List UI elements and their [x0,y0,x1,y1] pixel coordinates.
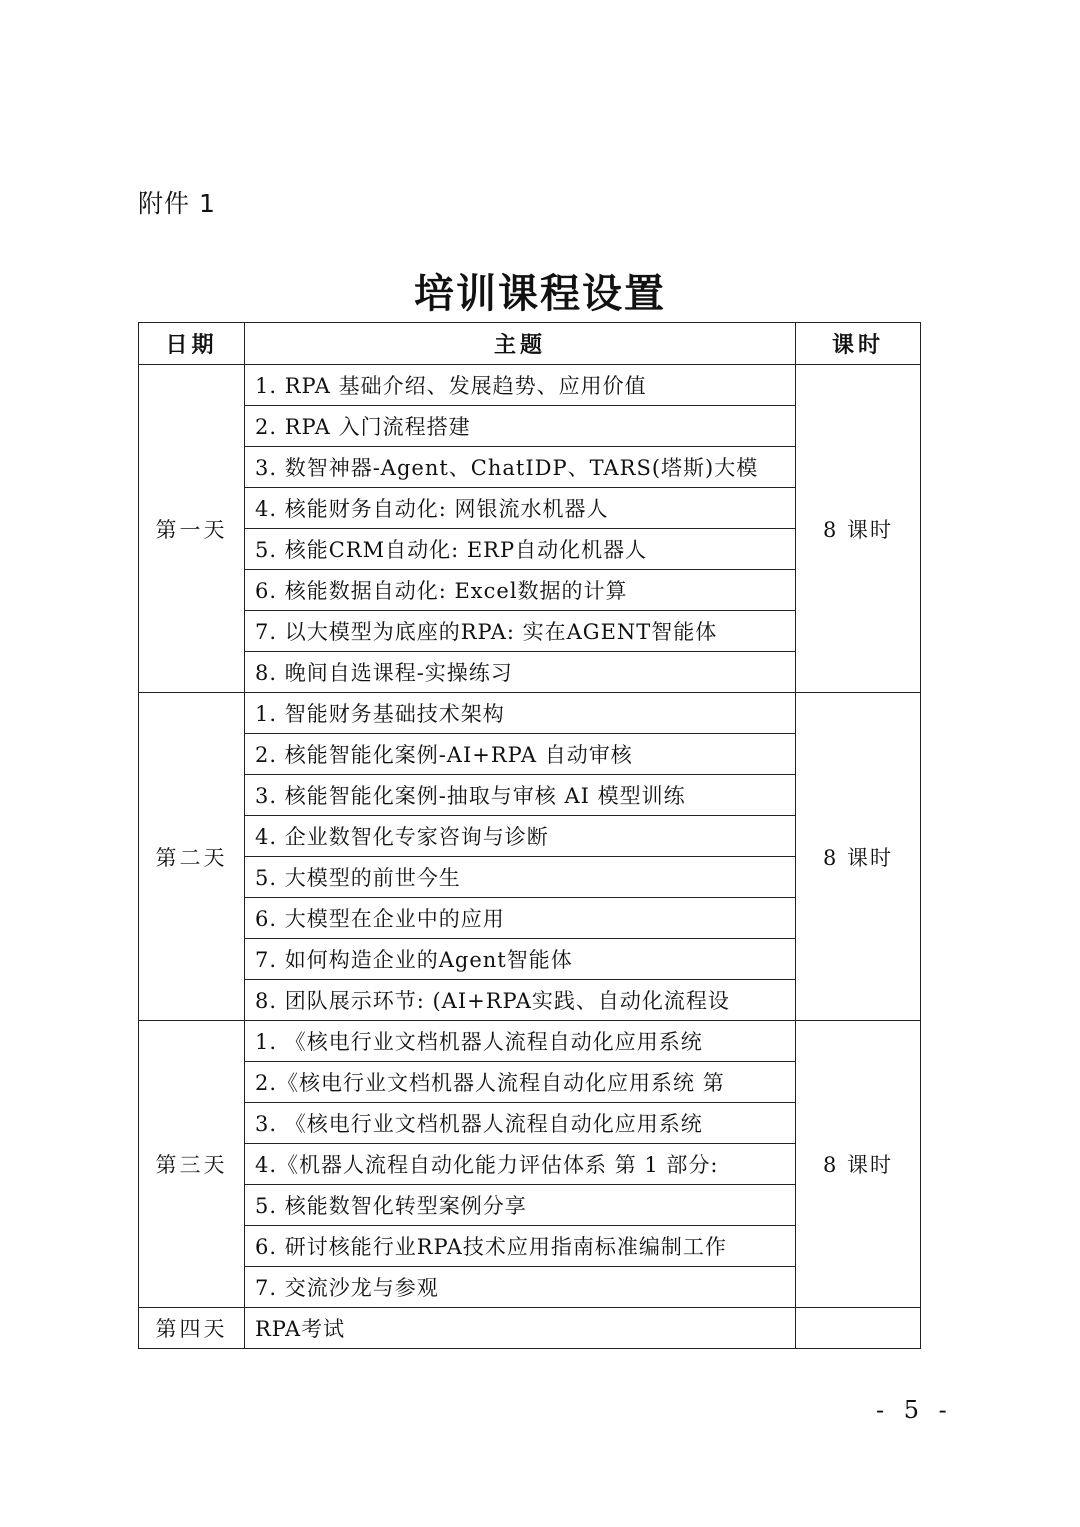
topic-cell: RPA考试 [245,1308,796,1349]
table-row [139,365,921,406]
hours-cell [796,1308,921,1349]
day-label: 第一天 [139,365,245,693]
header-hours: 课时 [796,323,921,365]
attachment-label: 附件 1 [138,189,216,218]
topic-cell: 5. 核能CRM自动化: ERP自动化机器人 [245,529,796,570]
topic-cell: 1. 智能财务基础技术架构 [245,693,796,734]
page-title: 培训课程设置 [414,270,666,317]
course-schedule-table [138,322,921,1349]
hours-cell: 8 课时 [796,1021,921,1308]
topic-cell: 3. 数智神器-Agent、ChatIDP、TARS(塔斯)大模 [245,447,796,488]
topic-cell: 6. 研讨核能行业RPA技术应用指南标准编制工作 [245,1226,796,1267]
topic-cell: 5. 大模型的前世今生 [245,857,796,898]
day-label: 第四天 [139,1308,245,1349]
table-row [139,693,921,734]
topic-cell: 7. 交流沙龙与参观 [245,1267,796,1308]
day-label: 第三天 [139,1021,245,1308]
topic-cell: 8. 晚间自选课程-实操练习 [245,652,796,693]
topic-cell: 7. 以大模型为底座的RPA: 实在AGENT智能体 [245,611,796,652]
topic-cell: 2.《核电行业文档机器人流程自动化应用系统 第 [245,1062,796,1103]
topic-cell: 4. 核能财务自动化: 网银流水机器人 [245,488,796,529]
hours-cell: 8 课时 [796,365,921,693]
topic-cell: 4.《机器人流程自动化能力评估体系 第 1 部分: [245,1144,796,1185]
topic-cell: 3. 核能智能化案例-抽取与审核 AI 模型训练 [245,775,796,816]
header-topic: 主题 [245,323,796,365]
topic-cell: 2. RPA 入门流程搭建 [245,406,796,447]
topic-cell: 5. 核能数智化转型案例分享 [245,1185,796,1226]
topic-cell: 6. 大模型在企业中的应用 [245,898,796,939]
topic-cell: 7. 如何构造企业的Agent智能体 [245,939,796,980]
topic-cell: 3. 《核电行业文档机器人流程自动化应用系统 [245,1103,796,1144]
topic-cell: 1. 《核电行业文档机器人流程自动化应用系统 [245,1021,796,1062]
hours-cell: 8 课时 [796,693,921,1021]
table-row [139,1021,921,1062]
page-number: - 5 - [876,1396,953,1424]
header-date: 日期 [139,323,245,365]
topic-cell: 1. RPA 基础介绍、发展趋势、应用价值 [245,365,796,406]
topic-cell: 6. 核能数据自动化: Excel数据的计算 [245,570,796,611]
table-header-row [139,323,921,365]
table-row [139,1308,921,1349]
day-label: 第二天 [139,693,245,1021]
topic-cell: 2. 核能智能化案例-AI+RPA 自动审核 [245,734,796,775]
topic-cell: 8. 团队展示环节: (AI+RPA实践、自动化流程设 [245,980,796,1021]
topic-cell: 4. 企业数智化专家咨询与诊断 [245,816,796,857]
